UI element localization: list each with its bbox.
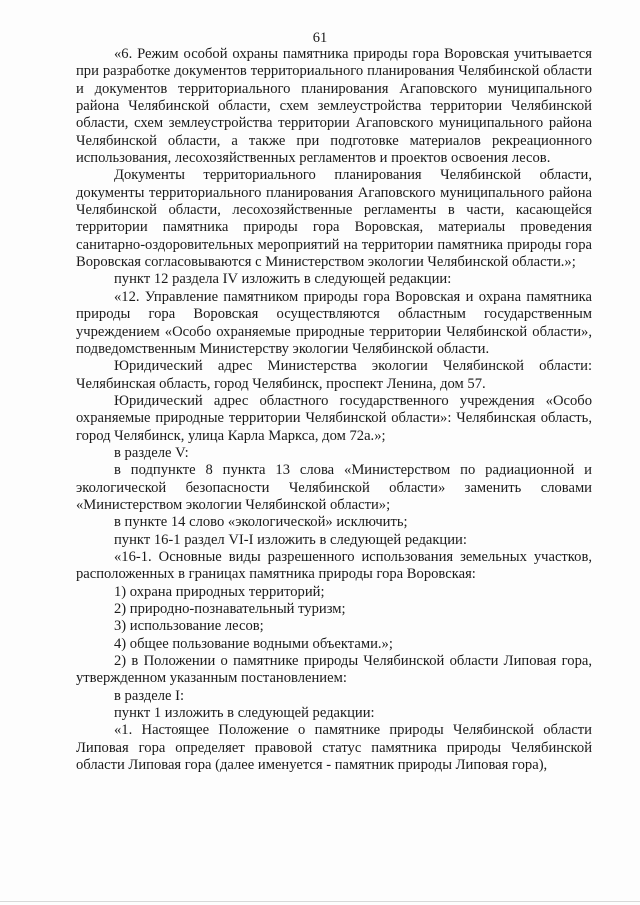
paragraph-section-v: в разделе V: bbox=[114, 444, 189, 461]
paragraph-item-1-instruction: пункт 1 изложить в следующей редакции: bbox=[114, 705, 375, 722]
paragraph-16-1-land-use: «16-1. Основные виды разрешенного использования земельных участков, расположенных в границах памятника природы гора Воровская: bbox=[76, 548, 592, 583]
paragraph-12-management: «12. Управление памятником природы гора Воровская и охрана памятника природы гора Воровская осуществляются областным государственным учреждением «Особо охраняемые природные территории Челябинской области», подведомственным Министерству экологии Челябинской области. bbox=[76, 288, 592, 357]
paragraph-1-lipovaya-status: «1. Настоящее Положение о памятнике природы Челябинской области Липовая гора определяет правовой статус памятника природы Челябинской области Липовая гора (далее именуется - памятник природы Липовая гора), bbox=[76, 722, 592, 774]
list-item-tourism: 2) природно-познавательный туризм; bbox=[114, 601, 346, 617]
paragraph-section-i: в разделе I: bbox=[114, 687, 185, 704]
paragraph-item-14: в пункте 14 слово «экологической» исключить; bbox=[114, 514, 408, 531]
page-number: 61 bbox=[312, 30, 328, 46]
paragraph-subitem-8: в подпункте 8 пункта 13 слова «Министерством по радиационной и экологической безопасности Челябинской области» заменить словами «Министерством экологии Челябинской области»; bbox=[76, 462, 592, 513]
list-item-forests: 3) использование лесов; bbox=[114, 618, 264, 635]
paragraph-ministry-address: Юридический адрес Министерства экологии Челябинской области: Челябинская область, город Челябинск, проспект Ленина, дом 57. bbox=[76, 358, 592, 392]
paragraph-planning-documents: Документы территориального планирования Челябинской области, документы территориального планирования Агаповского муниципального района Челябинской области, лесохозяйственные регламенты в части, касающейся территории памятника природы гора Воровская, материалы проведения санитарно-оздоровительных мероприятий на территории памятника природы гора Воровская согласовываются с Министерством экологии Челябинской области.»; bbox=[76, 167, 592, 271]
scan-edge-line bbox=[0, 901, 640, 902]
document-body bbox=[76, 46, 592, 774]
paragraph-institution-address: Юридический адрес областного государственного учреждения «Особо охраняемые природные территории Челябинской области»: Челябинская область, город Челябинск, улица Карла Маркса, дом 72а.»; bbox=[76, 392, 592, 444]
list-item-water-use: 4) общее пользование водными объектами.»; bbox=[114, 635, 393, 652]
paragraph-item-16-1-instruction: пункт 16-1 раздел VI-I изложить в следующей редакции: bbox=[114, 531, 467, 548]
list-item-protection: 1) охрана природных территорий; bbox=[114, 583, 325, 600]
paragraph-lipovaya-regulation: 2) в Положении о памятнике природы Челябинской области Липовая гора, утвержденном указанным постановлением: bbox=[76, 653, 592, 687]
paragraph-item-12-instruction: пункт 12 раздела IV изложить в следующей редакции: bbox=[114, 271, 452, 288]
paragraph-6-regime: «6. Режим особой охраны памятника природы гора Воровская учитывается при разработке документов территориального планирования Челябинской области и документов территориального планирования Агаповского муниципального района Челябинской области, схем землеустройства территории Челябинской области, схем землеустройства территории Агаповского муниципального района Челябинской области, а также при подготовке материалов рекреационного использования, лесохозяйственных регламентов и проектов освоения лесов. bbox=[76, 46, 592, 167]
